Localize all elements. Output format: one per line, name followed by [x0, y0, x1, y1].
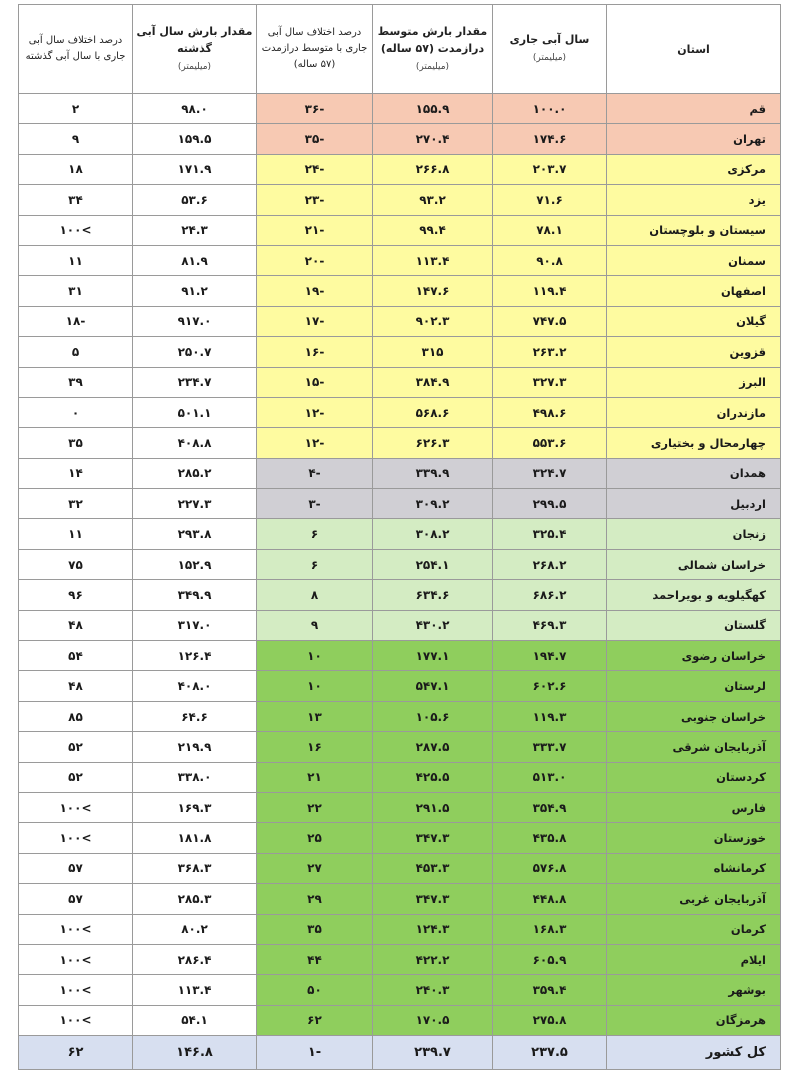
province-cell: هرمزگان — [607, 1005, 781, 1035]
current-year-cell: ۳۵۹.۴ — [493, 975, 607, 1005]
last-year-cell: ۳۱۷.۰ — [133, 610, 257, 640]
long-term-avg-cell: ۱۰۵.۶ — [373, 701, 493, 731]
total-province: کل کشور — [607, 1036, 781, 1070]
long-term-avg-cell: ۴۳۰.۲ — [373, 610, 493, 640]
precipitation-table-container — [18, 4, 780, 1070]
last-year-cell: ۳۶۸.۳ — [133, 853, 257, 883]
province-cell: فارس — [607, 792, 781, 822]
diff-vs-avg-cell: ۲۱ — [257, 762, 373, 792]
diff-vs-last-cell: ۵ — [19, 337, 133, 367]
last-year-cell: ۲۲۷.۳ — [133, 489, 257, 519]
province-cell: همدان — [607, 458, 781, 488]
table-row — [19, 306, 781, 336]
province-cell: کرمان — [607, 914, 781, 944]
long-term-avg-cell: ۱۴۷.۶ — [373, 276, 493, 306]
last-year-cell: ۲۸۶.۴ — [133, 944, 257, 974]
long-term-avg-cell: ۱۱۳.۴ — [373, 245, 493, 275]
table-row — [19, 944, 781, 974]
last-year-cell: ۱۷۱.۹ — [133, 154, 257, 184]
long-term-avg-cell: ۹۰۲.۳ — [373, 306, 493, 336]
diff-vs-avg-cell: -۳۶ — [257, 94, 373, 124]
total-diff-avg: -۱ — [257, 1036, 373, 1070]
last-year-cell: ۸۰.۲ — [133, 914, 257, 944]
last-year-cell: ۲۹۳.۸ — [133, 519, 257, 549]
province-cell: قم — [607, 94, 781, 124]
province-cell: کردستان — [607, 762, 781, 792]
diff-vs-avg-cell: -۲۳ — [257, 185, 373, 215]
last-year-cell: ۱۵۹.۵ — [133, 124, 257, 154]
long-term-avg-cell: ۳۰۹.۲ — [373, 489, 493, 519]
current-year-cell: ۲۶۳.۲ — [493, 337, 607, 367]
long-term-avg-cell: ۹۳.۲ — [373, 185, 493, 215]
long-term-avg-cell: ۳۱۵ — [373, 337, 493, 367]
last-year-cell: ۱۶۹.۳ — [133, 792, 257, 822]
last-year-cell: ۵۴.۱ — [133, 1005, 257, 1035]
current-year-cell: ۶۸۶.۲ — [493, 580, 607, 610]
table-row — [19, 580, 781, 610]
current-year-cell: ۱۱۹.۴ — [493, 276, 607, 306]
diff-vs-avg-cell: ۸ — [257, 580, 373, 610]
province-cell: ایلام — [607, 944, 781, 974]
province-cell: آذربایجان شرقی — [607, 732, 781, 762]
long-term-avg-cell: ۳۴۷.۳ — [373, 823, 493, 853]
current-year-cell: ۷۸.۱ — [493, 215, 607, 245]
last-year-cell: ۵۳.۶ — [133, 185, 257, 215]
current-year-cell: ۹۰.۸ — [493, 245, 607, 275]
header-diff-vs-last: درصد اختلاف سال آبی جاری با سال آبی گذشته — [19, 5, 133, 94]
table-row — [19, 397, 781, 427]
header-long-term-avg: مقدار بارش متوسط درازمدت (۵۷ ساله) (میلیمتر) — [373, 5, 493, 94]
table-row — [19, 1005, 781, 1035]
header-diff-vs-avg: درصد اختلاف سال آبی جاری با متوسط درازمدت (۵۷ ساله) — [257, 5, 373, 94]
diff-vs-last-cell: ۵۲ — [19, 732, 133, 762]
long-term-avg-cell: ۴۵۳.۳ — [373, 853, 493, 883]
last-year-cell: ۴۰۸.۰ — [133, 671, 257, 701]
current-year-cell: ۵۵۳.۶ — [493, 428, 607, 458]
current-year-cell: ۶۰۲.۶ — [493, 671, 607, 701]
current-year-cell: ۴۳۵.۸ — [493, 823, 607, 853]
table-row — [19, 124, 781, 154]
province-cell: البرز — [607, 367, 781, 397]
long-term-avg-cell: ۲۵۴.۱ — [373, 549, 493, 579]
long-term-avg-cell: ۹۹.۴ — [373, 215, 493, 245]
table-row — [19, 245, 781, 275]
province-cell: آذربایجان غربی — [607, 884, 781, 914]
table-row — [19, 276, 781, 306]
province-cell: سمنان — [607, 245, 781, 275]
province-cell: قزوین — [607, 337, 781, 367]
current-year-cell: ۴۹۸.۶ — [493, 397, 607, 427]
long-term-avg-cell: ۱۷۰.۵ — [373, 1005, 493, 1035]
table-row — [19, 489, 781, 519]
province-cell: خراسان رضوی — [607, 641, 781, 671]
diff-vs-avg-cell: -۱۵ — [257, 367, 373, 397]
diff-vs-avg-cell: ۴۴ — [257, 944, 373, 974]
province-cell: کرمانشاه — [607, 853, 781, 883]
table-body — [19, 94, 781, 1036]
diff-vs-avg-cell: ۲۹ — [257, 884, 373, 914]
diff-vs-avg-cell: ۶ — [257, 519, 373, 549]
long-term-avg-cell: ۲۸۷.۵ — [373, 732, 493, 762]
last-year-cell: ۲۸۵.۲ — [133, 458, 257, 488]
long-term-avg-cell: ۲۴۰.۳ — [373, 975, 493, 1005]
current-year-cell: ۲۷۵.۸ — [493, 1005, 607, 1035]
diff-vs-last-cell: ۱۱ — [19, 519, 133, 549]
last-year-cell: ۲۱۹.۹ — [133, 732, 257, 762]
diff-vs-last-cell: ۲ — [19, 94, 133, 124]
current-year-cell: ۲۹۹.۵ — [493, 489, 607, 519]
table-row — [19, 337, 781, 367]
long-term-avg-cell: ۲۶۶.۸ — [373, 154, 493, 184]
diff-vs-last-cell: ۳۵ — [19, 428, 133, 458]
table-row — [19, 94, 781, 124]
diff-vs-last-cell: ۳۲ — [19, 489, 133, 519]
table-row — [19, 215, 781, 245]
long-term-avg-cell: ۴۲۵.۵ — [373, 762, 493, 792]
diff-vs-last-cell: >۱۰۰ — [19, 944, 133, 974]
current-year-cell: ۳۲۵.۴ — [493, 519, 607, 549]
diff-vs-avg-cell: -۱۷ — [257, 306, 373, 336]
diff-vs-avg-cell: -۲۱ — [257, 215, 373, 245]
long-term-avg-cell: ۳۸۴.۹ — [373, 367, 493, 397]
precipitation-table — [18, 4, 781, 1070]
diff-vs-avg-cell: ۲۲ — [257, 792, 373, 822]
table-row — [19, 792, 781, 822]
last-year-cell: ۹۸.۰ — [133, 94, 257, 124]
current-year-cell: ۳۵۴.۹ — [493, 792, 607, 822]
table-row — [19, 762, 781, 792]
province-cell: چهارمحال و بختیاری — [607, 428, 781, 458]
diff-vs-last-cell: ۳۱ — [19, 276, 133, 306]
diff-vs-avg-cell: ۹ — [257, 610, 373, 640]
last-year-cell: ۵۰۱.۱ — [133, 397, 257, 427]
last-year-cell: ۱۸۱.۸ — [133, 823, 257, 853]
long-term-avg-cell: ۲۷۰.۴ — [373, 124, 493, 154]
diff-vs-avg-cell: ۶۲ — [257, 1005, 373, 1035]
last-year-cell: ۲۸۵.۳ — [133, 884, 257, 914]
last-year-cell: ۱۵۲.۹ — [133, 549, 257, 579]
long-term-avg-cell: ۳۰۸.۲ — [373, 519, 493, 549]
diff-vs-avg-cell: -۱۲ — [257, 428, 373, 458]
current-year-cell: ۷۴۷.۵ — [493, 306, 607, 336]
header-province: استان — [607, 5, 781, 94]
long-term-avg-cell: ۶۳۴.۶ — [373, 580, 493, 610]
long-term-avg-cell: ۱۷۷.۱ — [373, 641, 493, 671]
long-term-avg-cell: ۶۲۶.۳ — [373, 428, 493, 458]
diff-vs-last-cell: ۴۸ — [19, 610, 133, 640]
current-year-cell: ۲۶۸.۲ — [493, 549, 607, 579]
current-year-cell: ۳۲۷.۳ — [493, 367, 607, 397]
total-last: ۱۴۶.۸ — [133, 1036, 257, 1070]
diff-vs-last-cell: ۸۵ — [19, 701, 133, 731]
table-row — [19, 671, 781, 701]
current-year-cell: ۱۷۴.۶ — [493, 124, 607, 154]
diff-vs-last-cell: ۹۶ — [19, 580, 133, 610]
table-row — [19, 458, 781, 488]
diff-vs-last-cell: ۱۱ — [19, 245, 133, 275]
diff-vs-last-cell: >۱۰۰ — [19, 215, 133, 245]
last-year-cell: ۹۱.۲ — [133, 276, 257, 306]
table-row — [19, 884, 781, 914]
diff-vs-last-cell: ۵۲ — [19, 762, 133, 792]
header-last-year: مقدار بارش سال آبی گذشته (میلیمتر) — [133, 5, 257, 94]
province-cell: کهگیلویه و بویراحمد — [607, 580, 781, 610]
province-cell: لرستان — [607, 671, 781, 701]
long-term-avg-cell: ۳۳۹.۹ — [373, 458, 493, 488]
diff-vs-avg-cell: ۲۷ — [257, 853, 373, 883]
diff-vs-last-cell: ۱۸ — [19, 154, 133, 184]
province-cell: مرکزی — [607, 154, 781, 184]
diff-vs-avg-cell: ۲۵ — [257, 823, 373, 853]
last-year-cell: ۳۴۹.۹ — [133, 580, 257, 610]
diff-vs-last-cell: ۳۹ — [19, 367, 133, 397]
last-year-cell: ۱۱۳.۴ — [133, 975, 257, 1005]
total-row — [19, 1036, 781, 1070]
diff-vs-avg-cell: ۵۰ — [257, 975, 373, 1005]
last-year-cell: ۲۳۴.۷ — [133, 367, 257, 397]
diff-vs-avg-cell: -۳۵ — [257, 124, 373, 154]
diff-vs-avg-cell: -۳ — [257, 489, 373, 519]
last-year-cell: ۲۴.۳ — [133, 215, 257, 245]
diff-vs-avg-cell: -۱۹ — [257, 276, 373, 306]
header-long-term-avg-unit: (میلیمتر) — [415, 61, 450, 72]
current-year-cell: ۳۳۳.۷ — [493, 732, 607, 762]
last-year-cell: ۸۱.۹ — [133, 245, 257, 275]
province-cell: اصفهان — [607, 276, 781, 306]
diff-vs-last-cell: ۵۷ — [19, 884, 133, 914]
diff-vs-last-cell: ۱۴ — [19, 458, 133, 488]
long-term-avg-cell: ۱۵۵.۹ — [373, 94, 493, 124]
long-term-avg-cell: ۱۲۴.۳ — [373, 914, 493, 944]
table-header — [19, 5, 781, 94]
province-cell: سیستان و بلوچستان — [607, 215, 781, 245]
province-cell: مازندران — [607, 397, 781, 427]
current-year-cell: ۴۴۸.۸ — [493, 884, 607, 914]
current-year-cell: ۷۱.۶ — [493, 185, 607, 215]
last-year-cell: ۶۴.۶ — [133, 701, 257, 731]
table-row — [19, 732, 781, 762]
diff-vs-last-cell: -۱۸ — [19, 306, 133, 336]
diff-vs-last-cell: ۳۴ — [19, 185, 133, 215]
header-last-year-unit: (میلیمتر) — [177, 61, 212, 72]
diff-vs-avg-cell: ۱۰ — [257, 641, 373, 671]
table-row — [19, 975, 781, 1005]
diff-vs-avg-cell: -۲۴ — [257, 154, 373, 184]
current-year-cell: ۴۶۹.۳ — [493, 610, 607, 640]
last-year-cell: ۲۵۰.۷ — [133, 337, 257, 367]
diff-vs-avg-cell: ۱۰ — [257, 671, 373, 701]
table-row — [19, 701, 781, 731]
diff-vs-last-cell: ۰ — [19, 397, 133, 427]
current-year-cell: ۲۰۳.۷ — [493, 154, 607, 184]
table-row — [19, 823, 781, 853]
province-cell: تهران — [607, 124, 781, 154]
long-term-avg-cell: ۲۹۱.۵ — [373, 792, 493, 822]
province-cell: گیلان — [607, 306, 781, 336]
diff-vs-last-cell: ۷۵ — [19, 549, 133, 579]
current-year-cell: ۵۱۳.۰ — [493, 762, 607, 792]
province-cell: بوشهر — [607, 975, 781, 1005]
diff-vs-avg-cell: ۳۵ — [257, 914, 373, 944]
last-year-cell: ۹۱۷.۰ — [133, 306, 257, 336]
current-year-cell: ۳۲۴.۷ — [493, 458, 607, 488]
current-year-cell: ۱۰۰.۰ — [493, 94, 607, 124]
long-term-avg-cell: ۵۶۸.۶ — [373, 397, 493, 427]
diff-vs-avg-cell: ۱۳ — [257, 701, 373, 731]
province-cell: گلستان — [607, 610, 781, 640]
last-year-cell: ۱۲۶.۴ — [133, 641, 257, 671]
header-current-year-unit: (میلیمتر) — [532, 53, 567, 63]
long-term-avg-cell: ۵۴۷.۱ — [373, 671, 493, 701]
long-term-avg-cell: ۳۴۷.۳ — [373, 884, 493, 914]
table-row — [19, 154, 781, 184]
diff-vs-avg-cell: -۱۶ — [257, 337, 373, 367]
current-year-cell: ۱۱۹.۳ — [493, 701, 607, 731]
province-cell: خوزستان — [607, 823, 781, 853]
table-row — [19, 185, 781, 215]
diff-vs-avg-cell: -۴ — [257, 458, 373, 488]
table-row — [19, 610, 781, 640]
table-row — [19, 367, 781, 397]
table-row — [19, 428, 781, 458]
current-year-cell: ۱۶۸.۳ — [493, 914, 607, 944]
diff-vs-last-cell: ۵۴ — [19, 641, 133, 671]
province-cell: زنجان — [607, 519, 781, 549]
last-year-cell: ۳۳۸.۰ — [133, 762, 257, 792]
table-row — [19, 914, 781, 944]
table-row — [19, 641, 781, 671]
total-avg: ۲۳۹.۷ — [373, 1036, 493, 1070]
diff-vs-last-cell: >۱۰۰ — [19, 975, 133, 1005]
header-current-year: سال آبی جاری (میلیمتر) — [493, 5, 607, 94]
diff-vs-last-cell: >۱۰۰ — [19, 914, 133, 944]
current-year-cell: ۵۷۶.۸ — [493, 853, 607, 883]
diff-vs-avg-cell: ۶ — [257, 549, 373, 579]
current-year-cell: ۱۹۴.۷ — [493, 641, 607, 671]
last-year-cell: ۴۰۸.۸ — [133, 428, 257, 458]
total-diff-last: ۶۲ — [19, 1036, 133, 1070]
current-year-cell: ۶۰۵.۹ — [493, 944, 607, 974]
total-current: ۲۳۷.۵ — [493, 1036, 607, 1070]
diff-vs-last-cell: ۵۷ — [19, 853, 133, 883]
diff-vs-last-cell: >۱۰۰ — [19, 823, 133, 853]
table-row — [19, 519, 781, 549]
diff-vs-avg-cell: -۲۰ — [257, 245, 373, 275]
diff-vs-last-cell: ۹ — [19, 124, 133, 154]
province-cell: یزد — [607, 185, 781, 215]
table-row — [19, 549, 781, 579]
diff-vs-avg-cell: -۱۲ — [257, 397, 373, 427]
header-row — [19, 5, 781, 94]
province-cell: اردبیل — [607, 489, 781, 519]
table-row — [19, 853, 781, 883]
diff-vs-last-cell: ۴۸ — [19, 671, 133, 701]
province-cell: خراسان شمالی — [607, 549, 781, 579]
diff-vs-last-cell: >۱۰۰ — [19, 792, 133, 822]
long-term-avg-cell: ۴۲۲.۲ — [373, 944, 493, 974]
province-cell: خراسان جنوبی — [607, 701, 781, 731]
diff-vs-last-cell: >۱۰۰ — [19, 1005, 133, 1035]
diff-vs-avg-cell: ۱۶ — [257, 732, 373, 762]
